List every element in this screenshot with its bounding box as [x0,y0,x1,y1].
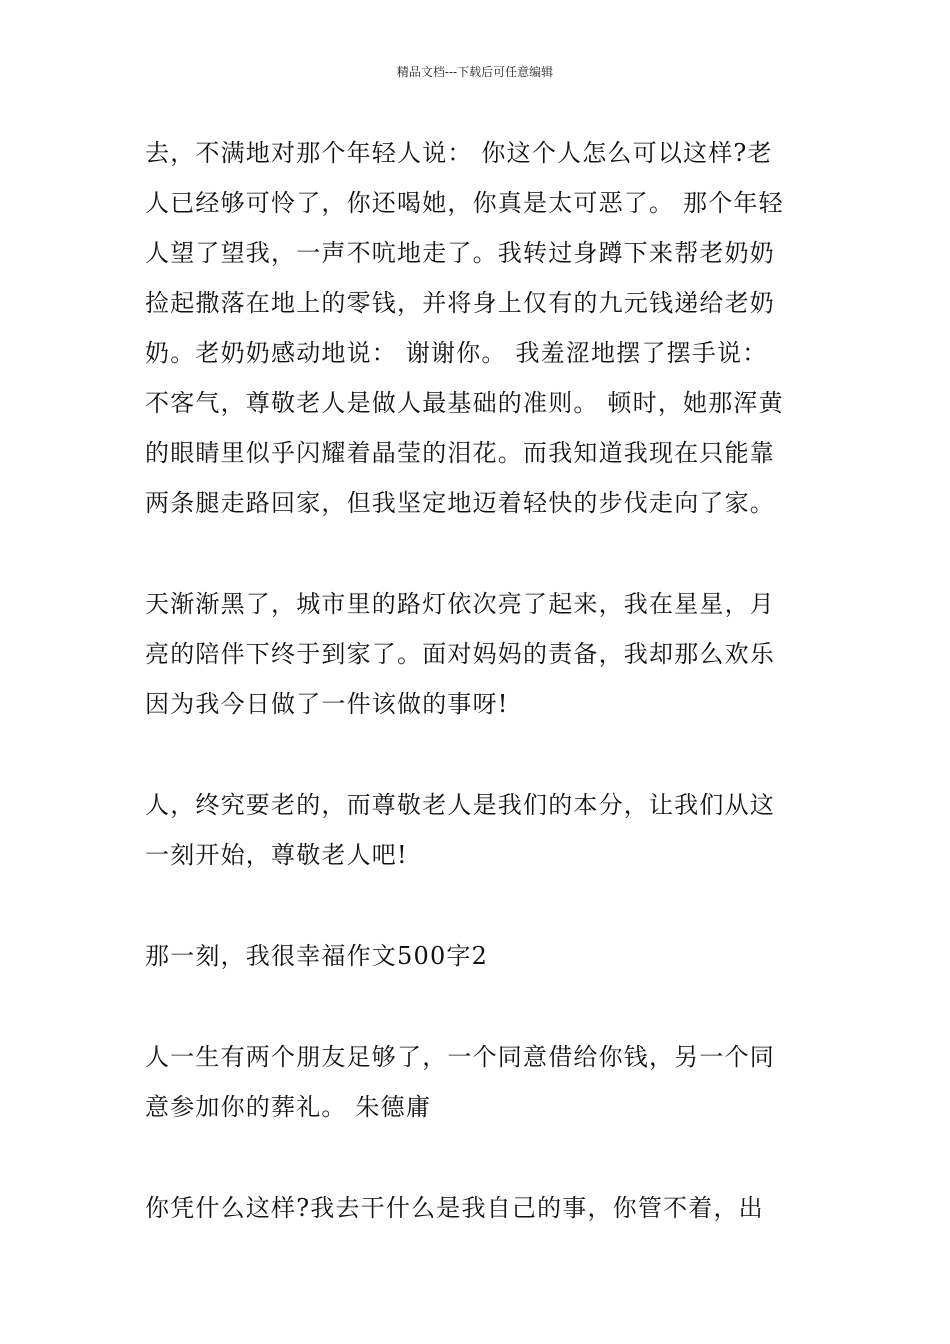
text-line: 人望了望我，一声不吭地走了。我转过身蹲下来帮老奶奶 [145,239,775,267]
text-line: 你凭什么这样?我去干什么是我自己的事，你管不着，出 [145,1194,764,1222]
section-heading [145,931,811,981]
text-line: 亮的陪伴下终于到家了。面对妈妈的责备，我却那么欢乐 [145,640,775,668]
paragraph-spacer [145,981,811,1032]
paragraph-3 [145,780,811,880]
paragraph-1 [145,128,811,528]
text-line: 人，终究要老的，而尊敬老人是我们的本分，让我们从这 [145,791,775,819]
text-line: 的眼睛里似乎闪耀着晶莹的泪花。而我知道我现在只能靠 [145,439,775,467]
text-line: 不客气，尊敬老人是做人最基础的准则。 顿时，她那浑黄 [145,389,784,417]
paragraph-spacer [145,1132,811,1183]
text-line: 天渐渐黑了，城市里的路灯依次亮了起来，我在星星，月 [145,590,775,618]
text-line: 意参加你的葬礼。 朱德庸 [145,1093,432,1121]
text-line: 人已经够可怜了，你还喝她，你真是太可恶了。 那个年轻 [145,189,784,217]
text-line: 那一刻，我很幸福作文500字2 [145,942,489,970]
text-line: 一刻开始，尊敬老人吧! [145,841,408,869]
text-line: 两条腿走路回家，但我坚定地迈着轻快的步伐走向了家。 [145,489,775,517]
paragraph-spacer [145,729,811,780]
text-line: 捡起撒落在地上的零钱，并将身上仅有的九元钱递给老奶 [145,289,775,317]
document-body [145,128,811,1233]
paragraph-5 [145,1183,811,1233]
paragraph-2 [145,579,811,729]
page-header: 精品文档---下载后可任意编辑 [396,65,554,79]
text-line: 因为我今日做了一件该做的事呀! [145,690,509,718]
text-line: 人一生有两个朋友足够了，一个同意借给你钱，另一个同 [145,1043,775,1071]
paragraph-spacer [145,528,811,579]
text-line: 奶。老奶奶感动地说： 谢谢你。 我羞涩地摆了摆手说： [145,339,768,367]
text-line: 去，不满地对那个年轻人说： 你这个人怎么可以这样?老 [145,139,773,167]
paragraph-spacer [145,880,811,931]
paragraph-4 [145,1032,811,1132]
